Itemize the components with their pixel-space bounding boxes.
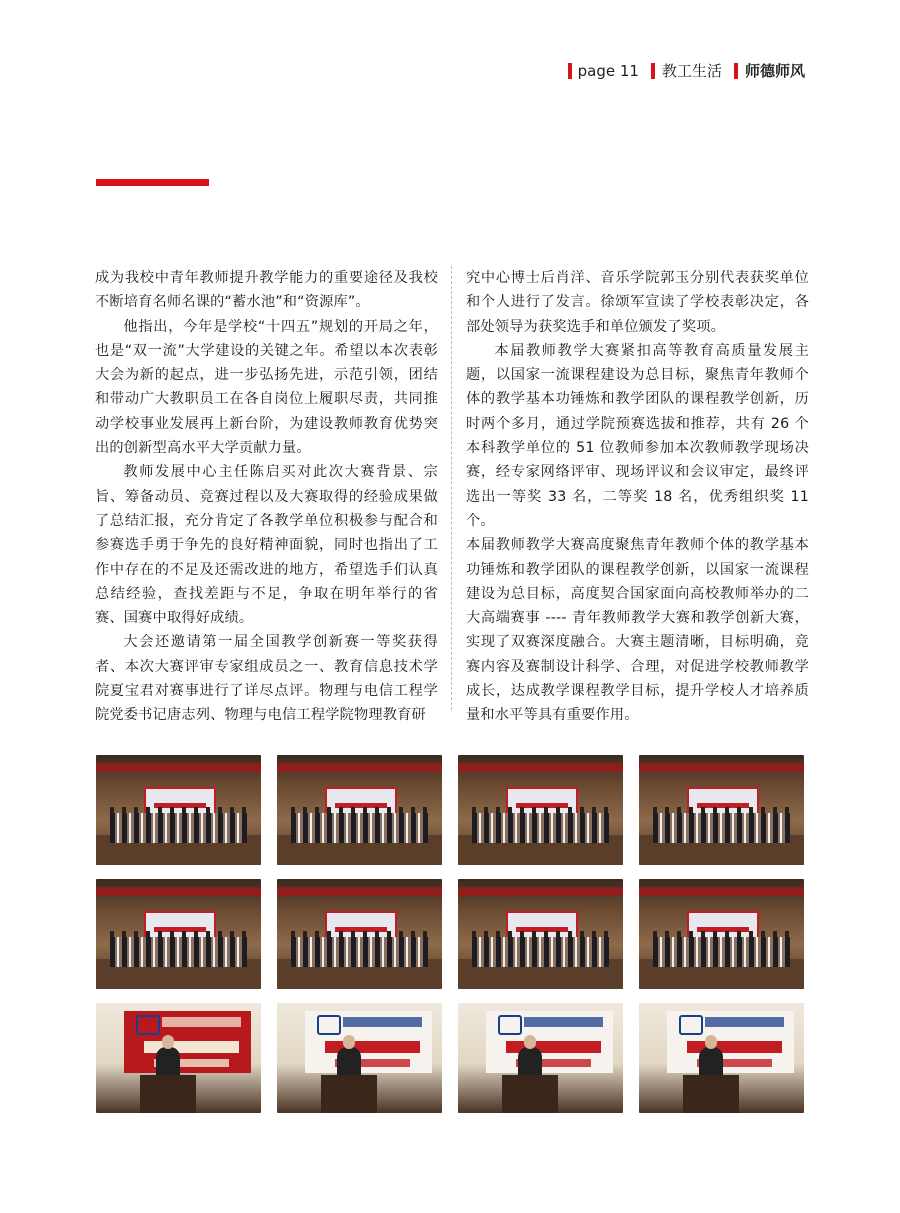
article-paragraph: 成为我校中青年教师提升教学能力的重要途径及我校不断培育名师名课的“蓄水池”和“资源库”。: [95, 270, 438, 311]
header-marker: [568, 63, 572, 79]
award-ceremony-photo: [96, 755, 261, 865]
article-paragraph: 本届教师教学大赛高度聚焦青年教师个体的教学基本功锤炼和教学团队的课程教学创新，以国家一流课程建设为总目标，高度契合国家面向高校教师举办的二大高端赛事 ---- 青年教师教学大赛和教学创新大赛，实现了双赛深度融合。大赛主题清晰，目标明确，竞赛内容及赛制设计科学、合理，对促进学校教师教学成长，达成教学课程教学目标，提升学校人才培养质量和水平等具有重要作用。: [466, 537, 809, 724]
award-ceremony-photo: [458, 879, 623, 989]
speaker-photo: [639, 1003, 804, 1113]
subsection-label: 师德师风: [744, 62, 805, 80]
award-ceremony-photo: [639, 755, 804, 865]
speaker-photo: [458, 1003, 623, 1113]
award-ceremony-photo: [96, 879, 261, 989]
page-header: [568, 60, 805, 81]
section-label: 教工生活: [661, 62, 722, 80]
column-divider: [451, 266, 452, 710]
page-number: page 11: [577, 61, 639, 80]
subsection-crumb: [734, 60, 805, 81]
speaker-photo: [96, 1003, 261, 1113]
award-ceremony-photo: [458, 755, 623, 865]
section-crumb: [651, 60, 722, 81]
award-ceremony-photo: [277, 755, 442, 865]
article-column-left: [95, 266, 438, 728]
article-paragraph: 大会还邀请第一届全国教学创新赛一等奖获得者、本次大赛评审专家组成员之一、教育信息技术学院夏宝君对赛事进行了详尽点评。物理与电信工程学院党委书记唐志列、物理与电信工程学院物理教育研: [95, 634, 438, 724]
speaker-photo: [277, 1003, 442, 1113]
award-ceremony-photo: [639, 879, 804, 989]
article-paragraph: 究中心博士后肖洋、音乐学院郭玉分别代表获奖单位和个人进行了发言。徐颂军宣读了学校表彰决定，各部处领导为获奖选手和单位颁发了奖项。: [466, 270, 809, 335]
header-marker: [651, 63, 655, 79]
article-paragraph: 本届教师教学大赛紧扣高等教育高质量发展主题，以国家一流课程建设为总目标，聚焦青年教师个体的教学基本功锤炼和教学团队的课程教学创新，历时两个多月，通过学院预赛选拔和推荐，共有 26 个本科教学单位的 51 位教师参加本次教师教学现场决赛，经专家网络评审、现场评议和会议审定，最终评选出一等奖 33 名，二等奖 18 名，优秀组织奖 11 个。: [466, 342, 809, 529]
article-column-right: [466, 266, 809, 728]
photo-gallery: [96, 755, 805, 1113]
accent-rule: [96, 179, 209, 186]
award-ceremony-photo: [277, 879, 442, 989]
header-marker: [734, 63, 738, 79]
article-paragraph: 他指出，今年是学校“十四五”规划的开局之年，也是“双一流”大学建设的关键之年。希望以本次表彰大会为新的起点，进一步弘扬先进，示范引领，团结和带动广大教职员工在各自岗位上履职尽责，共同推动学校事业发展再上新台阶，为建设教师教育优势突出的创新型高水平大学贡献力量。: [95, 318, 438, 457]
article-paragraph: 教师发展中心主任陈启买对此次大赛背景、宗旨、筹备动员、竞赛过程以及大赛取得的经验成果做了总结汇报，充分肯定了各教学单位积极参与配合和参赛选手勇于争先的良好精神面貌，同时也指出了工作中存在的不足及还需改进的地方，希望选手们认真总结经验，查找差距与不足，争取在明年举行的省赛、国赛中取得好成绩。: [95, 464, 438, 627]
